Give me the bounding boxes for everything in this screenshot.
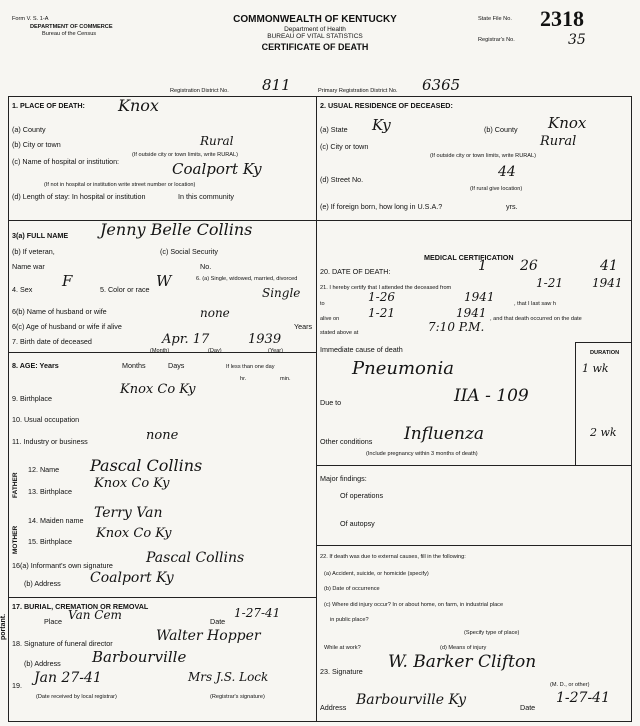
attended-to-year: 1941 — [464, 290, 495, 304]
full-name-label: 3(a) FULL NAME — [12, 231, 69, 240]
date-occurrence-label: (b) Date of occurrence — [324, 586, 380, 592]
immediate-cause: Pneumonia — [352, 358, 454, 379]
res-state: Ky — [372, 116, 391, 134]
last-saw-label: , that I last saw h — [514, 301, 556, 307]
other-conditions: Influenza — [404, 424, 485, 444]
stated-label: stated above at — [320, 330, 359, 336]
alive-label: alive on — [320, 316, 340, 322]
registrar-signature: Mrs J.S. Lock — [188, 670, 269, 684]
res-city: Rural — [540, 134, 577, 149]
reg-district-label: Registration District No. — [170, 88, 229, 94]
res-state-label: (a) State — [320, 125, 348, 134]
city-label: (b) City or town — [12, 140, 61, 149]
burial-label: 17. BURIAL, CREMATION OR REMOVAL — [12, 602, 149, 611]
hospital-value: Coalport Ky — [172, 160, 262, 178]
alive-year: 1941 — [456, 306, 487, 320]
md-caption: (M. D., or other) — [550, 682, 590, 688]
year-caption: (Year) — [268, 348, 284, 354]
years-label: Years — [294, 322, 313, 331]
signature-label: 23. Signature — [320, 667, 363, 676]
public-place-label: in public place? — [330, 617, 369, 623]
certify-label: 21. I hereby certify that I attended the deceased from — [320, 285, 452, 291]
informant: Pascal Collins — [146, 550, 245, 566]
other-conditions-label: Other conditions — [320, 437, 373, 446]
father-label: FATHER — [12, 472, 19, 498]
county-label: (a) County — [12, 125, 46, 134]
stay-label: (d) Length of stay: In hospital or institution — [12, 192, 146, 201]
sex-label: 4. Sex — [12, 285, 33, 294]
of-autopsy-label: Of autopsy — [340, 519, 375, 528]
registrar-no-label: Registrar's No. — [478, 37, 515, 43]
primary-district-label: Primary Registration District No. — [318, 88, 398, 94]
mother-name: Terry Van — [94, 505, 163, 521]
sign-date: 1-27-41 — [556, 690, 610, 706]
while-at-work-label: While at work? — [324, 645, 361, 651]
days-label: Days — [168, 361, 185, 370]
sign-date-label: Date — [520, 703, 536, 712]
day-caption: (Day) — [208, 348, 222, 354]
veteran-label: (b) If veteran, — [12, 247, 55, 256]
death-occurred-label: , and that death occurred on the date — [490, 316, 582, 322]
death-time: 7:10 P.M. — [428, 320, 485, 334]
res-county-label: (b) County — [484, 125, 518, 134]
mother-label: MOTHER — [12, 525, 19, 554]
medical-cert-heading: MEDICAL CERTIFICATION — [424, 253, 514, 262]
informant-addr-label: (b) Address — [24, 579, 61, 588]
color-label: 5. Color or race — [100, 285, 150, 294]
to-label: to — [320, 301, 325, 307]
occupation-label: 10. Usual occupation — [12, 415, 80, 424]
funeral-director: Walter Hopper — [156, 628, 261, 644]
hospital-label: (c) Name of hospital or institution: — [12, 157, 120, 166]
due-to-label: Due to — [320, 398, 342, 407]
single-label: 6. (a) Single, widowed, married, divorced — [196, 276, 298, 282]
city-note: (If outside city or town limits, write RURAL) — [132, 152, 238, 158]
month-caption: (Month) — [150, 348, 170, 354]
attended-from-year: 1941 — [592, 276, 623, 290]
attended-from: 1-21 — [536, 276, 563, 290]
duration: 1 wk — [582, 362, 609, 375]
dept-commerce: DEPARTMENT OF COMMERCE — [30, 24, 113, 30]
res-city-label: (c) City or town — [320, 142, 369, 151]
less-day-label: If less than one day — [226, 364, 275, 370]
physician-address: Barbourville Ky — [356, 692, 466, 708]
street-label: (d) Street No. — [320, 175, 364, 184]
foreign-label: (e) If foreign born, how long in U.S.A.? — [320, 202, 443, 211]
hr-label: hr. — [240, 376, 247, 382]
death-month: 1 — [478, 258, 487, 274]
street-note: (If rural give location) — [470, 186, 523, 192]
fd-addr-label: (b) Address — [24, 659, 61, 668]
age-label: 8. AGE: Years — [12, 361, 59, 370]
residence-label: 2. USUAL RESIDENCE OF DECEASED: — [320, 101, 453, 110]
birth-date-label: 7. Birth date of deceased — [12, 337, 92, 346]
primary-district: 6365 — [422, 76, 461, 94]
birth-year: 1939 — [248, 332, 282, 347]
filed-label: 19. — [12, 681, 22, 690]
city-value: Rural — [200, 134, 234, 148]
of-operations-label: Of operations — [340, 491, 384, 500]
health-dept: Department of Health — [284, 26, 346, 33]
industry-label: 11. Industry or business — [12, 437, 88, 446]
vital-bureau: BUREAU OF VITAL STATISTICS — [267, 33, 363, 40]
birthplace-label: 9. Birthplace — [12, 394, 52, 403]
burial-place: Van Cem — [68, 608, 122, 622]
mother-name-label: 14. Maiden name — [28, 516, 84, 525]
no-label: No. — [200, 262, 212, 271]
form-frame — [8, 96, 632, 722]
place-label: Place — [44, 617, 62, 626]
hospital-note: (If not in hospital or institution write street number or location) — [44, 182, 196, 188]
stay-note: In this community — [178, 192, 234, 201]
father-bp-label: 13. Birthplace — [28, 487, 72, 496]
months-label: Months — [122, 361, 146, 370]
physician-signature: W. Barker Clifton — [388, 652, 537, 672]
sex-value: F — [62, 272, 73, 290]
other-duration: 2 wk — [590, 426, 617, 439]
pregnancy-note: (Include pregnancy within 3 months of death) — [366, 451, 478, 457]
state-file-label: State File No. — [478, 16, 512, 22]
single-value: Single — [262, 286, 301, 300]
min-label: min. — [280, 376, 291, 382]
father-bp: Knox Co Ky — [94, 476, 170, 491]
registrar-sig-caption: (Registrar's signature) — [210, 694, 265, 700]
mother-bp-label: 15. Birthplace — [28, 537, 72, 546]
age-husband-label: 6(c) Age of husband or wife if alive — [12, 322, 122, 331]
res-city-note: (If outside city or town limits, write RURAL) — [430, 153, 536, 159]
form-number: Form V. S. 1-A — [12, 16, 49, 22]
duration-heading: DURATION — [590, 350, 620, 356]
portant-text: portant. — [0, 613, 7, 640]
date-of-death-label: 20. DATE OF DEATH: — [320, 267, 391, 276]
death-year: 41 — [600, 258, 618, 274]
due-to: IIA - 109 — [454, 386, 529, 406]
burial-date-label: Date — [210, 617, 226, 626]
where-injury-label: (c) Where did injury occur? In or about home, on farm, in industrial place — [324, 602, 504, 608]
reg-district: 811 — [262, 76, 291, 94]
husband-label: 6(b) Name of husband or wife — [12, 307, 107, 316]
father-name-label: 12. Name — [28, 465, 60, 474]
attended-to: 1-26 — [368, 290, 395, 304]
registrar-no: 35 — [568, 32, 586, 48]
father-name: Pascal Collins — [90, 456, 203, 475]
place-of-death-label: 1. PLACE OF DEATH: — [12, 101, 85, 110]
informant-label: 16(a) Informant's own signature — [12, 561, 113, 570]
filed-date: Jan 27-41 — [34, 670, 102, 686]
means-label: (d) Means of injury — [440, 645, 487, 651]
state-file-number: 2318 — [540, 6, 584, 31]
street-no: 44 — [498, 164, 516, 180]
certificate-title: CERTIFICATE OF DEATH — [261, 42, 369, 52]
war-label: Name war — [12, 262, 45, 271]
external-causes-label: 22. If death was due to external causes, fill in the following: — [320, 554, 466, 560]
place-of-death: Knox — [118, 96, 159, 115]
major-findings-label: Major findings: — [320, 474, 367, 483]
type-place-caption: (Specify type of place) — [464, 630, 520, 636]
color-value: W — [156, 272, 172, 290]
burial-date: 1-27-41 — [234, 606, 281, 620]
informant-addr: Coalport Ky — [90, 570, 174, 586]
date-received-caption: (Date received by local registrar) — [36, 694, 117, 700]
immediate-cause-label: Immediate cause of death — [320, 345, 403, 354]
age-husband: none — [200, 306, 230, 320]
yrs-label: yrs. — [506, 202, 518, 211]
mother-bp: Knox Co Ky — [96, 526, 172, 541]
physician-addr-label: Address — [320, 703, 347, 712]
res-county: Knox — [548, 114, 587, 132]
birth-month-day: Apr. 17 — [162, 332, 210, 347]
full-name: Jenny Belle Collins — [100, 220, 253, 239]
fd-address: Barbourville — [92, 648, 187, 666]
alive-on: 1-21 — [368, 306, 395, 320]
bureau-census: Bureau of the Census — [42, 31, 97, 37]
industry: none — [146, 428, 179, 443]
social-security-label: (c) Social Security — [160, 247, 218, 256]
funeral-director-label: 18. Signature of funeral director — [12, 639, 113, 648]
accident-label: (a) Accident, suicide, or homicide (specify) — [324, 571, 429, 577]
state-heading: COMMONWEALTH OF KENTUCKY — [233, 14, 397, 25]
birthplace: Knox Co Ky — [120, 382, 196, 397]
death-day: 26 — [520, 258, 538, 274]
